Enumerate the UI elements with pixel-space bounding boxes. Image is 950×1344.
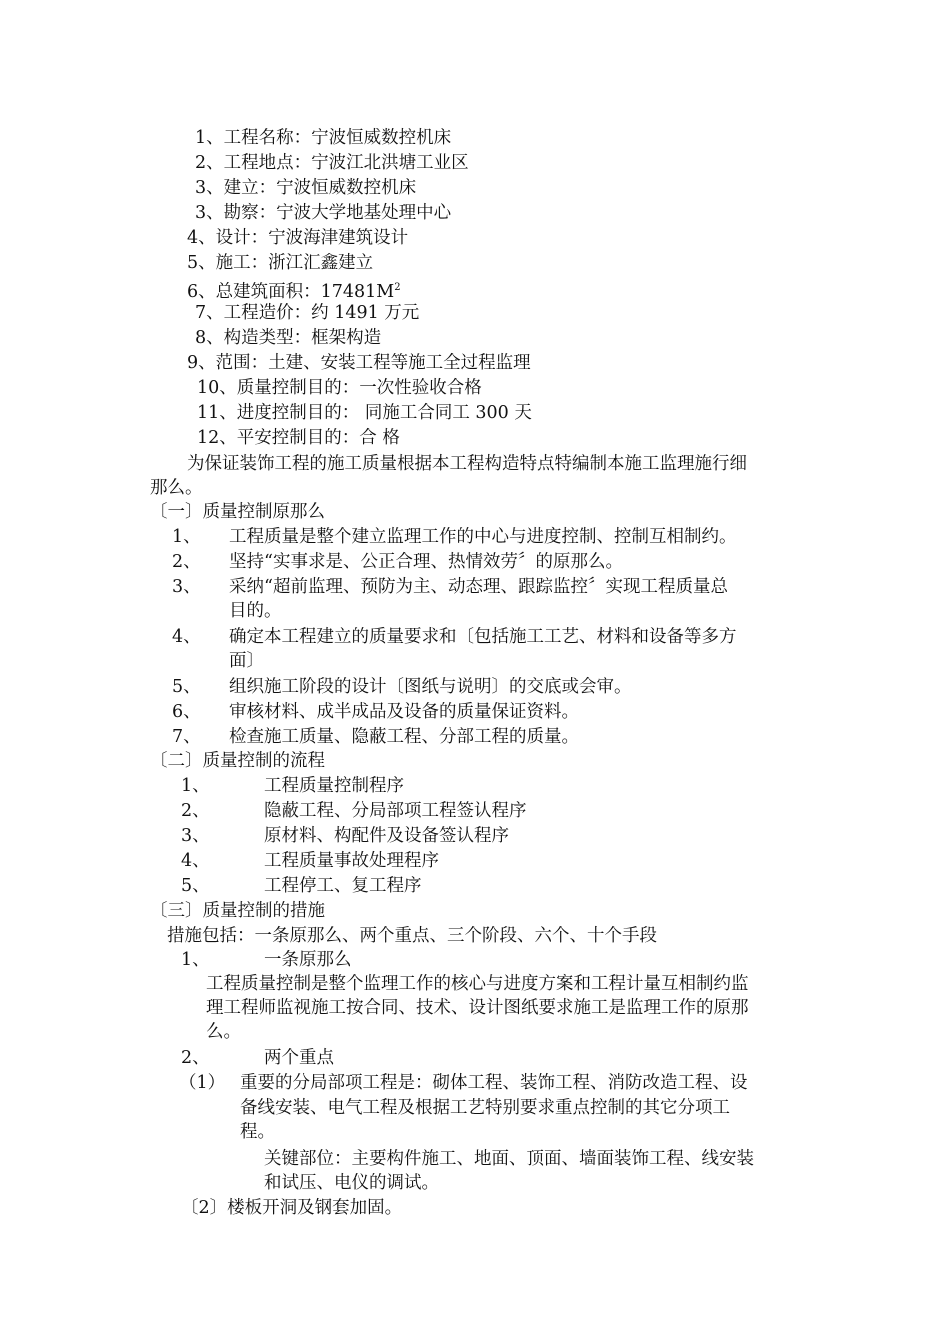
section3-sub1-line3: 么。 [206, 1022, 241, 1042]
section2-heading: 〔二〕质量控制的流程 [150, 751, 325, 771]
section1-item-4-text-line1: 确定本工程建立的质量要求和〔包括施工工艺、材料和设备等多方 [229, 627, 737, 647]
intro-line-2: 那么。 [150, 478, 203, 498]
info-line-safety-goal: 12、平安控制目的：合 格 [197, 428, 400, 448]
section2-item-1-number: 1、 [181, 776, 210, 796]
info-line-location: 2、工程地点：宁波江北洪塘工业区 [195, 153, 469, 173]
section3-sub1-title: 一条原那么 [264, 950, 352, 970]
section3-summary: 措施包括：一条原那么、两个重点、三个阶段、六个、十个手段 [167, 926, 657, 946]
info-line-quality-goal: 10、质量控制目的：一次性验收合格 [197, 378, 482, 398]
intro-line-1: 为保证装饰工程的施工质量根据本工程构造特点特编制本施工监理施行细 [187, 454, 747, 474]
section1-item-6-text: 审核材料、成半成品及设备的质量保证资料。 [229, 702, 579, 722]
info-line-construction: 3、建立：宁波恒威数控机床 [195, 178, 417, 198]
info-line-schedule-goal: 11、进度控制目的： 同施工合同工 300 天 [197, 403, 532, 423]
section1-heading: 〔一〕质量控制原那么 [150, 502, 325, 522]
section3-sub2-point1-line2: 备线安装、电气工程及根据工艺特别要求重点控制的其它分项工 [240, 1098, 730, 1118]
section1-item-6-number: 6、 [172, 702, 201, 722]
section1-item-5-number: 5、 [172, 677, 201, 697]
section2-item-2-number: 2、 [181, 801, 210, 821]
info-line-survey: 3、勘察：宁波大学地基处理中心 [195, 203, 452, 223]
section2-item-3-number: 3、 [181, 826, 210, 846]
section2-item-2-text: 隐蔽工程、分局部项工程签认程序 [264, 801, 527, 821]
section1-item-4-number: 4、 [172, 627, 201, 647]
section2-item-1-text: 工程质量控制程序 [264, 776, 404, 796]
section1-item-1-number: 1、 [172, 527, 201, 547]
info-line-area [187, 276, 401, 304]
section1-item-3-number: 3、 [172, 577, 201, 597]
section2-item-4-number: 4、 [181, 851, 210, 871]
info-line-builder: 5、施工：浙江汇鑫建立 [187, 253, 374, 273]
info-line-design: 4、设计：宁波海津建筑设计 [187, 228, 409, 248]
section1-item-7-text: 检查施工质量、隐蔽工程、分部工程的质量。 [229, 727, 579, 747]
section3-key-parts-line1: 关键部位：主要构件施工、地面、顶面、墙面装饰工程、线安装 [264, 1149, 754, 1169]
info-line-area-text: 6、总建筑面积：17481M [187, 282, 395, 302]
section3-sub1-number: 1、 [181, 950, 210, 970]
info-line-cost: 7、工程造价：约 1491 万元 [195, 303, 420, 323]
section3-sub2-point1-line1: 重要的分局部项工程是：砌体工程、装饰工程、消防改造工程、设 [240, 1073, 748, 1093]
section3-sub1-line2: 理工程师监视施工按合同、技术、设计图纸要求施工是监理工作的原那 [206, 998, 749, 1018]
info-line-scope: 9、范围：土建、安装工程等施工全过程监理 [187, 353, 531, 373]
section2-item-3-text: 原材料、构配件及设备签认程序 [264, 826, 509, 846]
section3-sub2-title: 两个重点 [264, 1048, 334, 1068]
section1-item-7-number: 7、 [172, 727, 201, 747]
section3-sub2-point1-number: （1） [179, 1073, 226, 1093]
section3-sub1-line1: 工程质量控制是整个监理工作的核心与进度方案和工程计量互相制约监 [206, 974, 749, 994]
section1-item-4-text-line2: 面〕 [229, 651, 264, 671]
section2-item-4-text: 工程质量事故处理程序 [264, 851, 439, 871]
section3-sub2-number: 2、 [181, 1048, 210, 1068]
section1-item-2-number: 2、 [172, 552, 201, 572]
area-unit-superscript: 2 [394, 282, 401, 293]
section1-item-3-text-line2: 目的。 [229, 601, 282, 621]
section2-item-5-number: 5、 [181, 876, 210, 896]
section1-item-5-text: 组织施工阶段的设计〔图纸与说明〕的交底或会审。 [229, 677, 632, 697]
section3-key-parts-line2: 和试压、电仪的调试。 [264, 1173, 439, 1193]
section3-sub2-point1-line3: 程。 [240, 1122, 275, 1142]
section1-item-1-text: 工程质量是整个建立监理工作的中心与进度控制、控制互相制约。 [229, 527, 737, 547]
section2-item-5-text: 工程停工、复工程序 [264, 876, 422, 896]
section3-sub2-point2: 〔2〕楼板开洞及钢套加固。 [181, 1198, 403, 1218]
info-line-structure: 8、构造类型：框架构造 [195, 328, 382, 348]
info-line-project-name: 1、工程名称：宁波恒威数控机床 [195, 128, 452, 148]
section1-item-3-text-line1: 采纳“超前监理、预防为主、动态理、跟踪监控〞实现工程质量总 [229, 577, 728, 597]
section3-heading: 〔三〕质量控制的措施 [150, 901, 325, 921]
section1-item-2-text: 坚持“实事求是、公正合理、热情效劳〞的原那么。 [229, 552, 623, 572]
